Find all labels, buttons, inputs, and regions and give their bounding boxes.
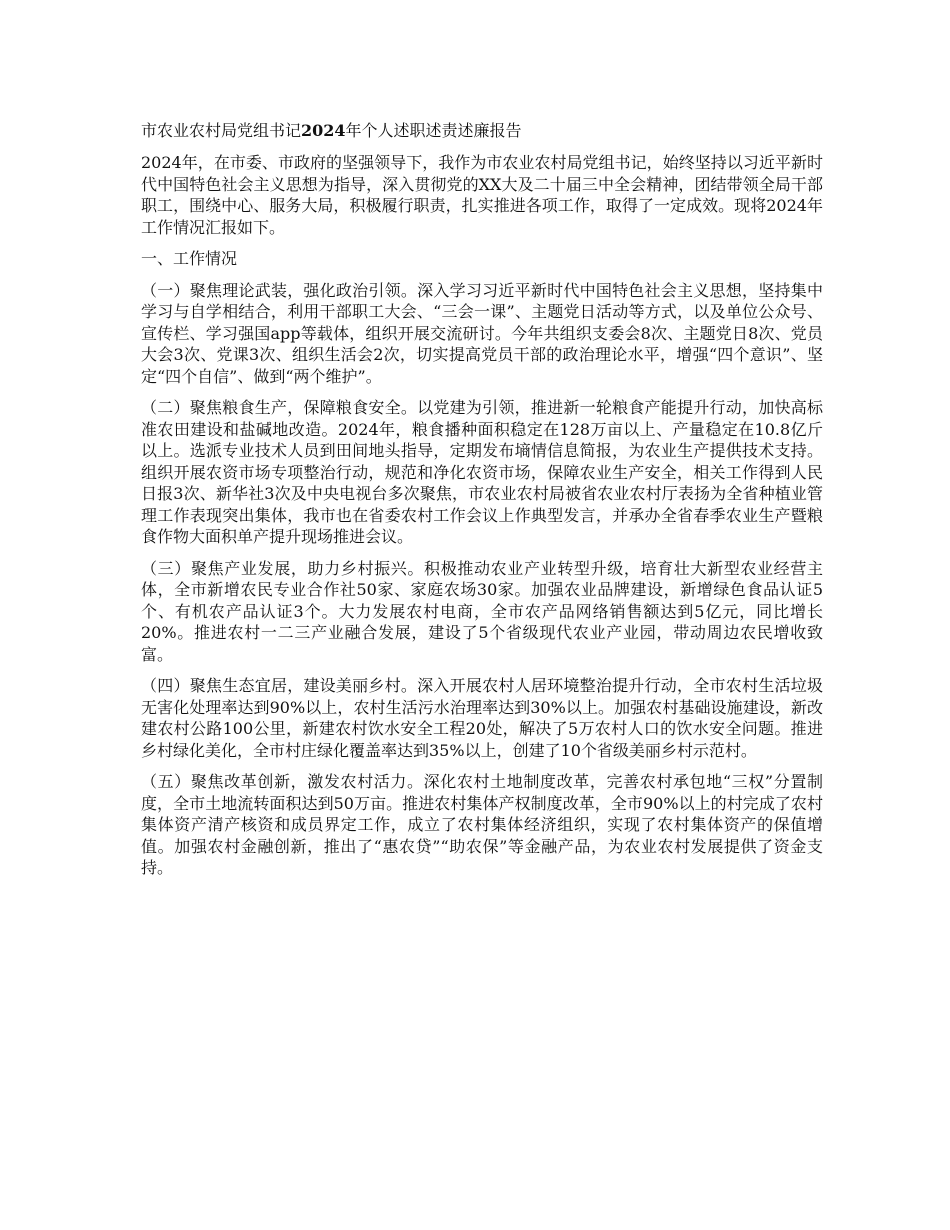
paragraph-reform: （五）聚焦改革创新，激发农村活力。深化农村土地制度改革，完善农村承包地“三权”分置制度，全市土地流转面积达到50万亩。推进农村集体产权制度改革，全市90%以上的村完成了农村集体资产清产核资和成员界定工作，成立了农村集体经济组织，实现了农村集体资产的保值增值。加强农村金融创新，推出了“惠农贷”“助农保”等金融产品，为农业农村发展提供了资金支持。 — [141, 772, 823, 877]
paragraph-grain: （二）聚焦粮食生产，保障粮食安全。以党建为引领，推进新一轮粮食产能提升行动，加快高标准农田建设和盐碱地改造。2024年，粮食播种面积稳定在128万亩以上、产量稳定在10.8亿斤以上。选派专业技术人员到田间地头指导，定期发布墒情信息简报，为农业生产提供技术支持。组织开展农资市场专项整治行动，规范和净化农资市场，保障农业生产安全，相关工作得到人民日报3次、新华社3次及中央电视台多次聚焦，市农业农村局被省农业农村厅表扬为全省种植业管理工作表现突出集体，我市也在省委农村工作会议上作典型发言，并承办全省春季农业生产暨粮食作物大面积单产提升现场推进会议。 — [141, 398, 823, 546]
section-heading: 一、工作情况 — [141, 249, 238, 268]
document-title — [141, 120, 823, 142]
paragraph-industry: （三）聚焦产业发展，助力乡村振兴。积极推动农业产业转型升级，培育壮大新型农业经营主体，全市新增农民专业合作社50家、家庭农场30家。加强农业品牌建设，新增绿色食品认证5个、有机农产品认证3个。大力发展农村电商，全市农产品网络销售额达到5亿元，同比增长20%。推进农村一二三产业融合发展，建设了5个省级现代农业产业园，带动周边农民增收致富。 — [141, 558, 823, 664]
title-year: 2024 — [301, 121, 346, 140]
paragraph-theory: （一）聚焦理论武装，强化政治引领。深入学习习近平新时代中国特色社会主义思想，坚持集中学习与自学相结合，利用干部职工大会、“三会一课”、主题党日活动等方式，以及单位公众号、宣传栏、学习强国app等载体，组织开展交流研讨。今年共组织支委会8次、主题党日8次、党员大会3次、党课3次、组织生活会2次，切实提高党员干部的政治理论水平，增强“四个意识”、坚定“四个自信”、做到“两个维护”。 — [141, 280, 823, 386]
paragraph-ecology: （四）聚焦生态宜居，建设美丽乡村。深入开展农村人居环境整治提升行动，全市农村生活垃圾无害化处理率达到90%以上，农村生活污水治理率达到30%以上。加强农村基础设施建设，新改建农村公路100公里，新建农村饮水安全工程20处，解决了5万农村人口的饮水安全问题。推进乡村绿化美化，全市村庄绿化覆盖率达到35%以上，创建了10个省级美丽乡村示范村。 — [141, 676, 823, 760]
document-page — [141, 120, 823, 889]
title-suffix: 年个人述职述责述廉报告 — [345, 121, 522, 140]
title-prefix: 市农业农村局党组书记 — [141, 121, 302, 140]
intro-paragraph: 2024年，在市委、市政府的坚强领导下，我作为市农业农村局党组书记，始终坚持以习近平新时代中国特色社会主义思想为指导，深入贯彻党的XX大及二十届三中全会精神，团结带领全局干部职工，围绕中心、服务大局，积极履行职责，扎实推进各项工作，取得了一定成效。现将2024年工作情况汇报如下。 — [141, 153, 823, 237]
